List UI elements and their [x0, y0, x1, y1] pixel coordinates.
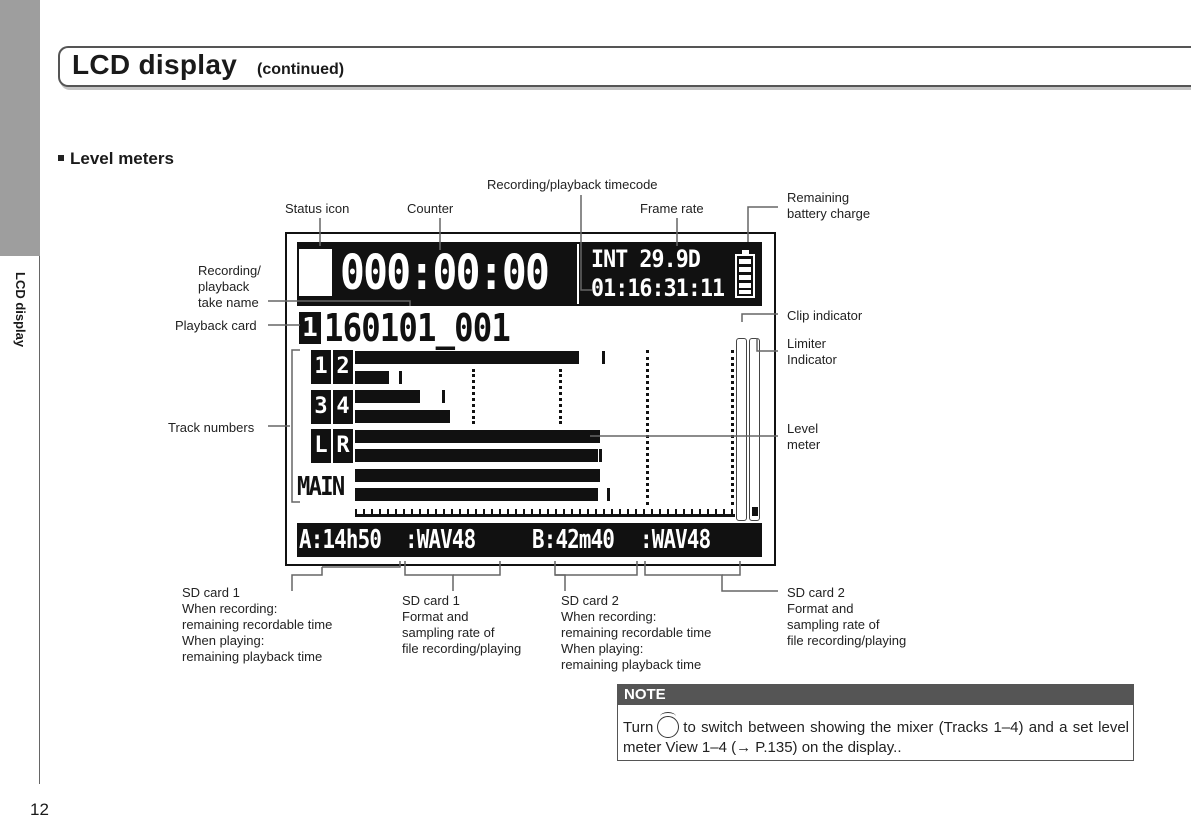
sd1-format: :WAV48: [405, 525, 476, 555]
track-number-1: 1: [311, 350, 331, 384]
label-level-meter-line: Level: [787, 421, 819, 436]
note-body: [618, 705, 1133, 758]
track-number-4: 4: [333, 390, 353, 424]
sd2-time: B:42m40: [532, 525, 615, 555]
label-line: remaining recordable time: [561, 625, 712, 640]
label-line: remaining playback time: [561, 657, 702, 672]
label-line: SD card 1: [182, 585, 240, 600]
page-title: LCD display: [72, 49, 238, 80]
label-level-meter-line: meter: [787, 437, 821, 452]
label-line: remaining recordable time: [182, 617, 333, 632]
label-take-line: take name: [198, 295, 259, 310]
label-level-meter: [787, 421, 820, 453]
label-playback-card: Playback card: [175, 318, 257, 333]
label-frame-rate: Frame rate: [640, 201, 704, 216]
label-timecode: Recording/playback timecode: [487, 177, 658, 192]
label-limiter-line: Indicator: [787, 352, 837, 367]
label-counter: Counter: [407, 201, 454, 216]
section-tab-label: LCD display: [13, 272, 28, 348]
lcd-take-name: 160101_001: [324, 306, 510, 350]
label-limiter: [787, 336, 837, 368]
lcd-counter: 000:00:00: [340, 245, 549, 301]
note-text-start: Turn: [623, 719, 654, 736]
label-line: When recording:: [561, 609, 657, 624]
track-number-l: L: [311, 429, 331, 463]
lcd-timecode: 01:16:31:11: [591, 274, 725, 302]
note-box: [617, 684, 1134, 761]
label-track-numbers: Track numbers: [168, 420, 255, 435]
label-status-icon: Status icon: [285, 201, 350, 216]
note-heading: NOTE: [618, 685, 1133, 705]
page-subtitle: (continued): [257, 61, 345, 78]
label-line: When playing:: [182, 633, 265, 648]
page-number: 12: [30, 800, 49, 819]
sd1-time: A:14h50: [299, 525, 382, 555]
label-battery-line: battery charge: [787, 206, 871, 221]
label-line: SD card 1: [402, 593, 460, 608]
label-sd1-format: [402, 593, 521, 657]
label-battery-line: Remaining: [787, 190, 850, 205]
label-sd1-time: [182, 585, 332, 665]
label-line: sampling rate of: [787, 617, 880, 632]
note-text-end: to switch between showing the mixer (Tracks 1–4) and a set level meter View 1–4 (→ P.135) on the display..: [623, 719, 1129, 756]
lcd-frame-rate: INT 29.9D: [591, 245, 700, 273]
label-limiter-line: Limiter: [787, 336, 827, 351]
label-sd2-format: [787, 585, 906, 649]
dial-icon: [657, 716, 679, 738]
track-number-2: 2: [333, 350, 353, 384]
label-line: Format and: [402, 609, 469, 624]
track-number-r: R: [333, 429, 353, 463]
label-line: Format and: [787, 601, 854, 616]
label-line: When recording:: [182, 601, 278, 616]
label-take-line: Recording/: [198, 263, 261, 278]
track-number-3: 3: [311, 390, 331, 424]
label-line: SD card 2: [561, 593, 619, 608]
label-take-name: [198, 263, 261, 311]
label-sd2-time: [561, 593, 711, 673]
label-line: remaining playback time: [182, 649, 323, 664]
label-line: SD card 2: [787, 585, 845, 600]
label-battery: [787, 190, 870, 222]
label-line: When playing:: [561, 641, 644, 656]
label-clip-indicator: Clip indicator: [787, 308, 863, 323]
track-main-label: MAIN: [297, 472, 344, 502]
label-line: file recording/playing: [402, 641, 522, 656]
label-line: sampling rate of: [402, 625, 495, 640]
section-heading-text: Level meters: [70, 149, 174, 168]
label-take-line: playback: [198, 279, 250, 294]
lcd-playback-card: 1: [299, 312, 321, 344]
label-line: file recording/playing: [787, 633, 907, 648]
sd2-format: :WAV48: [640, 525, 711, 555]
